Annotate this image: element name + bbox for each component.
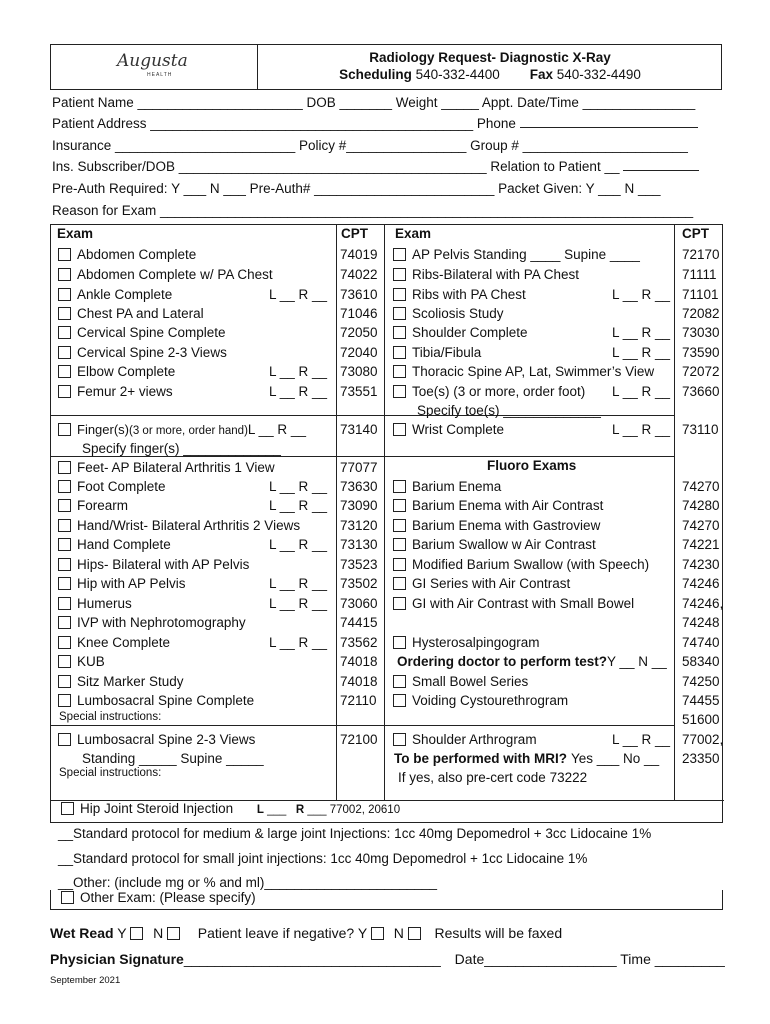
laterality-field[interactable]: L __ R __ (269, 635, 328, 650)
fluoro-exam-row[interactable] (393, 477, 501, 496)
exam-label: Knee Complete (77, 635, 171, 650)
exam-label: Hip with AP Pelvis (77, 576, 186, 591)
cpt-code: 72100 (340, 732, 378, 747)
exam-checkbox[interactable] (393, 326, 406, 339)
leave-no-checkbox[interactable] (408, 927, 421, 940)
cpt-code: 73090 (340, 498, 378, 513)
patient-name-line[interactable]: Patient Name ______________________ DOB _______ Weight _____ Appt. Date/Time _______________ (52, 95, 696, 110)
hip-injection-checkbox[interactable] (61, 802, 74, 815)
cpt-code: 73502 (340, 576, 378, 591)
exam-label: Elbow Complete (77, 364, 176, 379)
cpt-code: 72072 (682, 364, 720, 379)
exam-label: Cervical Spine Complete (77, 325, 226, 340)
cpt-code: 72170 (682, 247, 720, 262)
wet-read-row (50, 925, 562, 941)
signature-line[interactable]: _________________________________ (183, 951, 441, 967)
left-exam-row[interactable] (58, 594, 132, 613)
patient-address-line[interactable] (52, 116, 698, 131)
exam-label: Modified Barium Swallow (with Speech) (412, 557, 650, 572)
cpt-code: 77002, (682, 732, 724, 747)
exam-label: Scoliosis Study (412, 306, 504, 321)
cpt-code: 71046 (340, 306, 378, 321)
exam-label: Lumbosacral Spine Complete (77, 693, 255, 708)
laterality-field[interactable]: L __ R __ (612, 422, 671, 437)
exam-label: IVP with Nephrotomography (77, 615, 246, 630)
cpt-code: 74022 (340, 267, 378, 282)
laterality-field[interactable]: L __ R __ (269, 479, 328, 494)
laterality-field[interactable]: L __ R __ (247, 422, 306, 437)
other-exam-row[interactable] (61, 890, 256, 905)
exam-checkbox[interactable] (393, 365, 406, 378)
scheduling-phone: 540-332-4400 (415, 67, 500, 82)
fluoro-exam-row[interactable] (393, 594, 634, 613)
exam-label: Small Bowel Series (412, 674, 529, 689)
cpt-code: 74019 (340, 247, 378, 262)
reason-line[interactable]: Reason for Exam _______________________________________________________________________ (52, 203, 694, 218)
patient-leave-label: Patient leave if negative? (197, 925, 355, 941)
leave-yes-checkbox[interactable] (371, 927, 384, 940)
exam-checkbox[interactable] (58, 346, 71, 359)
fax-label: Fax (529, 67, 554, 82)
exam-header-right: Exam (395, 226, 432, 241)
special-instructions-2: Special instructions: (59, 767, 162, 779)
left-exam-row[interactable] (58, 516, 300, 535)
left-exam-row[interactable] (58, 285, 172, 304)
left-exam-row[interactable] (58, 245, 196, 264)
injection-protocol-small[interactable]: __Standard protocol for small joint injections: 1cc 40mg Depomedrol + 1cc Lidocaine 1% (58, 851, 588, 866)
left-exam-row[interactable] (58, 652, 105, 671)
cpt-code: 73060 (340, 596, 378, 611)
exam-checkbox[interactable] (58, 423, 71, 436)
exam-checkbox[interactable] (58, 538, 71, 551)
form-title: Radiology Request- Diagnostic X-Ray (369, 50, 611, 65)
exam-checkbox[interactable] (58, 248, 71, 261)
cpt-code: 74270 (682, 518, 720, 533)
cpt-code-2: 74248 (682, 615, 720, 630)
laterality-field[interactable]: L __ R __ (269, 537, 328, 552)
laterality-field[interactable]: L __ R __ (269, 364, 328, 379)
scheduling-label: Scheduling (339, 67, 412, 82)
exam-label: Ribs with PA Chest (412, 287, 526, 302)
cpt-code-2: 23350 (682, 751, 720, 766)
left-exam-row[interactable] (58, 458, 275, 477)
logo-text: Augusta (117, 51, 188, 71)
cpt-code: 73562 (340, 635, 378, 650)
left-exam-row[interactable] (58, 323, 226, 342)
cpt-code: 74230 (682, 557, 720, 572)
fluoro-exam-row[interactable] (393, 691, 568, 710)
left-exam-row[interactable] (58, 691, 254, 710)
leave-yes-label: Y (357, 925, 367, 941)
subscriber-text: Ins. Subscriber/DOB _________________________________________ Relation to Patient __ (52, 159, 620, 174)
time-label: Time (620, 951, 651, 967)
exam-checkbox[interactable] (393, 346, 406, 359)
exam-label: Tibia/Fibula (412, 345, 482, 360)
cpt-code: 72110 (340, 693, 377, 708)
laterality-field[interactable]: L __ R __ (612, 345, 671, 360)
exam-label: GI with Air Contrast with Small Bowel (412, 596, 635, 611)
left-exam-row[interactable] (58, 265, 273, 284)
exam-label: Feet- AP Bilateral Arthritis 1 View (77, 460, 275, 475)
exam-label: Cervical Spine 2-3 Views (77, 345, 227, 360)
left-exam-row[interactable] (58, 382, 173, 401)
subscriber-line[interactable] (52, 159, 699, 174)
insurance-line[interactable]: Insurance ________________________ Policy #________________ Group # ______________________ (52, 138, 688, 153)
exam-label: Thoracic Spine AP, Lat, Swimmer’s View (412, 364, 655, 379)
exam-checkbox[interactable] (58, 597, 71, 610)
right-exam-row[interactable] (393, 304, 504, 323)
exam-checkbox[interactable] (58, 733, 71, 746)
cpt-code: 73660 (682, 384, 720, 399)
exam-sub-line[interactable]: Specify toe(s) _____________ (417, 403, 601, 418)
wet-read-yes-label: Y (117, 925, 127, 941)
exam-checkbox[interactable] (393, 480, 406, 493)
cpt-code: 74415 (340, 615, 378, 630)
cpt-code: 74246, (682, 596, 724, 611)
laterality-field[interactable]: L __ R __ (612, 384, 671, 399)
cpt-code: 72082 (682, 306, 720, 321)
exam-label: Abdomen Complete (77, 247, 197, 262)
exam-checkbox[interactable] (58, 307, 71, 320)
wet-read-yes-checkbox[interactable] (130, 927, 143, 940)
phone-field[interactable] (520, 116, 698, 128)
left-exam-row[interactable] (58, 496, 128, 515)
special-instructions: Special instructions: (59, 711, 162, 723)
left-exam-row[interactable] (58, 555, 249, 574)
exam-label: Voiding Cystourethrogram (412, 693, 569, 708)
fluoro-exam-row[interactable] (393, 516, 600, 535)
mri-note: If yes, also pre-cert code 73222 (398, 770, 588, 785)
exam-header: Exam (57, 226, 94, 241)
exam-checkbox[interactable] (58, 519, 71, 532)
exam-checkbox[interactable] (393, 499, 406, 512)
cpt-code: 73120 (340, 518, 378, 533)
time-line[interactable]: _________ (654, 951, 725, 967)
relation-field[interactable] (623, 159, 699, 171)
fluoro-exam-row[interactable] (393, 672, 528, 691)
laterality-field[interactable]: L __ R __ (269, 498, 328, 513)
other-exam-label: Other Exam: (Please specify) (80, 890, 256, 905)
exam-label: Abdomen Complete w/ PA Chest (77, 267, 273, 282)
exam-label: Shoulder Arthrogram (412, 732, 537, 747)
left-exam-row[interactable] (58, 477, 166, 496)
cpt-code: 58340 (682, 654, 720, 669)
left-exam-row[interactable] (58, 672, 184, 691)
header-box (50, 44, 722, 90)
exam-checkbox[interactable] (58, 461, 71, 474)
exam-label: Barium Enema with Gastroview (412, 518, 601, 533)
right-exam-row[interactable] (393, 420, 504, 439)
cpt-code: 74280 (682, 498, 720, 513)
exam-label: GI Series with Air Contrast (412, 576, 571, 591)
cpt-code: 72050 (340, 325, 378, 340)
cpt-code: 73551 (340, 384, 378, 399)
laterality-field[interactable]: L __ R __ (612, 732, 671, 747)
exam-checkbox[interactable] (393, 636, 406, 649)
cpt-code-2: 51600 (682, 712, 720, 727)
exam-label: Forearm (77, 498, 129, 513)
hip-injection-codes: 77002, 20610 (329, 804, 401, 816)
fluoro-exam-row[interactable] (393, 730, 537, 749)
cpt-code: 72040 (340, 345, 378, 360)
revision-date: September 2021 (50, 975, 121, 986)
cpt-code: 73630 (340, 479, 378, 494)
cpt-code: 77077 (340, 460, 378, 475)
cpt-code: 71101 (682, 287, 719, 302)
right-exam-row[interactable] (393, 265, 579, 284)
exam-label: Finger(s) (77, 422, 130, 437)
ordering-doctor-row[interactable] (397, 652, 667, 671)
cpt-code: 74270 (682, 479, 720, 494)
exam-checkbox[interactable] (393, 733, 406, 746)
mri-row[interactable] (394, 749, 659, 768)
exam-sub-line[interactable]: Standing _____ Supine _____ (82, 751, 264, 766)
exam-checkbox[interactable] (393, 538, 406, 551)
wet-read-no-checkbox[interactable] (167, 927, 180, 940)
exam-label: Shoulder Complete (412, 325, 528, 340)
left-exam-row[interactable] (58, 343, 227, 362)
wet-read-label: Wet Read (50, 925, 114, 941)
right-exam-row[interactable] (393, 343, 481, 362)
laterality-field[interactable]: L __ R __ (269, 384, 328, 399)
cpt-code: 73080 (340, 364, 378, 379)
left-exam-row[interactable] (58, 362, 175, 381)
cpt-code: 74246 (682, 576, 720, 591)
hip-injection-row[interactable]: Hip Joint Steroid Injection L ___ R ___ 77002, 20610 (61, 801, 400, 816)
cpt-code: 74221 (682, 537, 720, 552)
hip-injection-label: Hip Joint Steroid Injection (80, 801, 234, 816)
cpt-code: 73030 (682, 325, 720, 340)
fluoro-title: Fluoro Exams (487, 458, 577, 473)
date-line[interactable]: _________________ (484, 951, 617, 967)
exam-label: Barium Enema with Air Contrast (412, 498, 604, 513)
ordering-doctor-yn[interactable]: Y __ N __ (607, 654, 667, 669)
exam-label: Toe(s) (3 or more, order foot) (412, 384, 586, 399)
injection-protocol-large[interactable]: __Standard protocol for medium & large joint Injections: 1cc 40mg Depomedrol + 3cc Lidocaine 1% (58, 826, 652, 841)
exam-checkbox[interactable] (58, 480, 71, 493)
exam-label: KUB (77, 654, 105, 669)
exam-checkbox[interactable] (58, 636, 71, 649)
exam-checkbox[interactable] (393, 385, 406, 398)
exam-checkbox[interactable] (393, 288, 406, 301)
exam-label: Femur 2+ views (77, 384, 173, 399)
right-exam-row[interactable] (393, 362, 654, 381)
laterality-field[interactable]: L __ R __ (269, 576, 328, 591)
exam-checkbox[interactable] (393, 248, 406, 261)
exam-checkbox[interactable] (393, 307, 406, 320)
exam-sub-line[interactable]: Specify finger(s) _____________ (82, 441, 281, 456)
cpt-header-right: CPT (682, 226, 709, 241)
exam-checkbox[interactable] (58, 268, 71, 281)
exam-checkbox[interactable] (393, 519, 406, 532)
exam-label: Hand/Wrist- Bilateral Arthritis 2 Views (77, 518, 301, 533)
contact-line (257, 67, 723, 82)
wet-read-no-label: N (153, 925, 164, 941)
exam-checkbox[interactable] (393, 694, 406, 707)
exam-label: Ankle Complete (77, 287, 173, 302)
left-exam-row[interactable] (58, 613, 246, 632)
exam-checkbox[interactable] (58, 577, 71, 590)
left-exam-row[interactable] (58, 420, 306, 439)
exam-checkbox[interactable] (393, 597, 406, 610)
cpt-code: 73610 (340, 287, 378, 302)
laterality-field[interactable]: L __ R __ (612, 287, 671, 302)
fax-phone: 540-332-4490 (556, 67, 641, 82)
exam-checkbox[interactable] (393, 577, 406, 590)
left-exam-row[interactable] (58, 633, 170, 652)
patient-address-text: Patient Address ___________________________________________ Phone (52, 116, 516, 131)
exam-label: Foot Complete (77, 479, 166, 494)
cpt-code: 74740 (682, 635, 720, 650)
exam-label: AP Pelvis Standing ____ Supine ____ (412, 247, 640, 262)
exam-label: Barium Enema (412, 479, 502, 494)
physician-signature-label: Physician Signature (50, 951, 184, 967)
fluoro-exam-row[interactable] (393, 633, 540, 652)
exam-label: Barium Swallow w Air Contrast (412, 537, 596, 552)
cpt-code: 73130 (340, 537, 378, 552)
exam-checkbox[interactable] (393, 558, 406, 571)
cpt-code: 73590 (682, 345, 720, 360)
other-exam-checkbox[interactable] (61, 891, 74, 904)
fluoro-exam-row[interactable] (393, 555, 649, 574)
exam-checkbox[interactable] (58, 655, 71, 668)
exam-checkbox[interactable] (58, 694, 71, 707)
exam-checkbox[interactable] (58, 675, 71, 688)
exam-checkbox[interactable] (58, 385, 71, 398)
cpt-code: 73110 (682, 422, 719, 437)
left-exam-row[interactable] (58, 574, 186, 593)
exam-label: Humerus (77, 596, 132, 611)
leave-no-label: N (393, 925, 404, 941)
date-label: Date (454, 951, 485, 967)
cpt-header: CPT (341, 226, 368, 241)
hip-injection-left: L (256, 804, 264, 816)
fluoro-exam-row[interactable] (393, 496, 603, 515)
cpt-code: 74455 (682, 693, 720, 708)
cpt-code: 71111 (682, 267, 717, 282)
ordering-doctor-label: Ordering doctor to perform test? (397, 654, 608, 669)
right-exam-row[interactable] (393, 285, 526, 304)
exam-checkbox[interactable] (58, 616, 71, 629)
left-exam-row[interactable] (58, 730, 255, 749)
exam-checkbox[interactable] (58, 558, 71, 571)
exam-label: Ribs-Bilateral with PA Chest (412, 267, 580, 282)
cpt-code: 73523 (340, 557, 378, 572)
mri-yn[interactable]: Yes ___ No __ (571, 751, 660, 766)
preauth-line[interactable]: Pre-Auth Required: Y ___ N ___ Pre-Auth# ________________________ Packet Given: Y ___ N ___ (52, 181, 661, 196)
laterality-field[interactable]: L __ R __ (612, 325, 671, 340)
logo-subtext: HEALTH (147, 72, 173, 78)
signature-row[interactable] (50, 951, 725, 967)
fluoro-exam-row[interactable] (393, 574, 570, 593)
left-exam-row[interactable] (58, 535, 171, 554)
fluoro-exam-row[interactable] (393, 535, 596, 554)
mri-question: To be performed with MRI? (394, 751, 567, 766)
exam-label: Hips- Bilateral with AP Pelvis (77, 557, 250, 572)
left-exam-row[interactable] (58, 304, 204, 323)
exam-label: Chest PA and Lateral (77, 306, 204, 321)
cpt-code: 73140 (340, 422, 378, 437)
augusta-health-logo (117, 51, 197, 85)
exam-checkbox[interactable] (58, 326, 71, 339)
exam-label-note: (3 or more, order hand) (129, 425, 248, 437)
right-exam-row[interactable] (393, 323, 528, 342)
exam-checkbox[interactable] (393, 675, 406, 688)
right-exam-row[interactable] (393, 245, 640, 264)
exam-checkbox[interactable] (393, 268, 406, 281)
exam-label: Wrist Complete (412, 422, 505, 437)
exam-checkbox[interactable] (58, 288, 71, 301)
exam-checkbox[interactable] (58, 365, 71, 378)
right-exam-row[interactable] (393, 382, 585, 401)
cpt-code: 74250 (682, 674, 720, 689)
exam-checkbox[interactable] (393, 423, 406, 436)
exam-checkbox[interactable] (58, 499, 71, 512)
exam-label: Lumbosacral Spine 2-3 Views (77, 732, 256, 747)
injection-protocol-other[interactable]: __Other: (include mg or % and ml)_______________________ (58, 875, 438, 890)
cpt-code: 74018 (340, 654, 378, 669)
hip-injection-right: R (295, 804, 305, 816)
laterality-field[interactable]: L __ R __ (269, 287, 328, 302)
exam-label: Hand Complete (77, 537, 171, 552)
cpt-code: 74018 (340, 674, 378, 689)
laterality-field[interactable]: L __ R __ (269, 596, 328, 611)
results-faxed-label: Results will be faxed (434, 925, 563, 941)
exam-label: Hysterosalpingogram (412, 635, 540, 650)
exam-label: Sitz Marker Study (77, 674, 184, 689)
